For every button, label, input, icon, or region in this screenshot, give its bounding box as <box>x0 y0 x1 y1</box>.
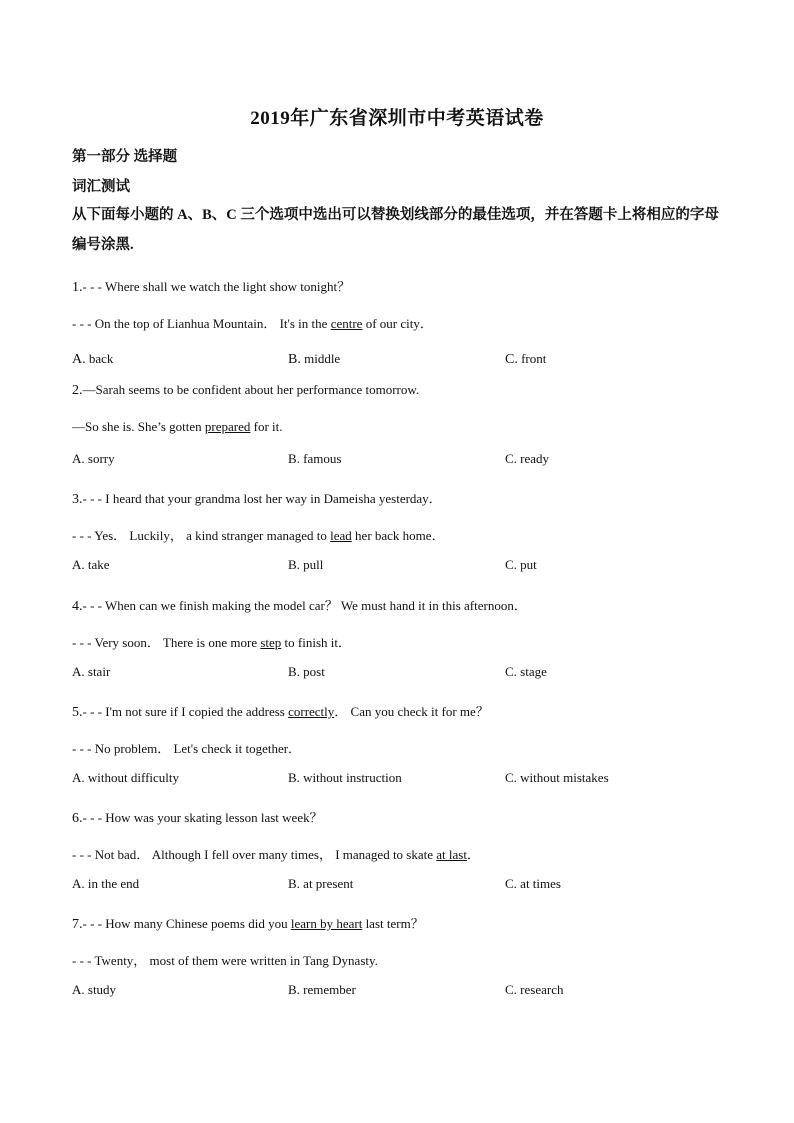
option-letter: C. <box>505 982 517 998</box>
option-c[interactable] <box>505 557 537 573</box>
option-letter: A. <box>72 557 85 573</box>
option-text: put <box>520 557 537 573</box>
option-letter: B. <box>288 876 300 891</box>
answer-line <box>72 844 732 863</box>
option-letter: C. <box>505 876 517 891</box>
option-text: research <box>520 982 564 998</box>
option-text: at times <box>520 876 561 891</box>
question-line <box>72 382 732 399</box>
answer-line <box>72 419 732 435</box>
option-b[interactable] <box>288 557 323 573</box>
option-text: stair <box>87 663 111 679</box>
question-number: 4. <box>72 598 83 614</box>
option-c[interactable] <box>505 351 546 368</box>
option-text: middle <box>304 351 341 366</box>
option-text: in the end <box>87 876 140 891</box>
option-letter: C. <box>505 451 517 467</box>
question-number: 7. <box>72 917 83 933</box>
answer-text: - - - On the top of Lianhua Mountain． It's in the <box>72 316 331 331</box>
option-text: famous <box>303 451 342 467</box>
underlined-word: lead <box>330 528 352 544</box>
section-heading: 词汇测试 <box>72 179 130 195</box>
option-letter: A. <box>72 982 85 998</box>
option-letter: C. <box>505 557 517 573</box>
option-letter: B. <box>288 663 300 679</box>
question-line <box>72 595 732 615</box>
option-text: pull <box>303 557 324 573</box>
answer-text: - - - Not bad． Although I fell over many times， I managed to skate <box>72 847 437 862</box>
option-letter: B. <box>288 769 300 785</box>
question-number: 5. <box>72 704 83 720</box>
option-text: post <box>303 663 325 679</box>
option-text: remember <box>303 982 356 998</box>
question-text: - - - When can we finish making the model car？ We must hand it in this afternoon． <box>82 597 527 613</box>
question-text-end: ． Can you check it for me？ <box>334 703 489 719</box>
answer-line <box>72 950 732 969</box>
answer-text: - - - Twenty， most of them were written in Tang Dynasty. <box>72 953 378 969</box>
option-a[interactable] <box>72 982 116 998</box>
option-a[interactable] <box>72 557 110 573</box>
answer-text: - - - No problem． Let's check it together． <box>72 740 302 756</box>
question-number: 3. <box>72 492 83 508</box>
underlined-word: step <box>260 634 282 650</box>
option-a[interactable] <box>72 770 179 786</box>
option-b[interactable] <box>288 664 325 680</box>
answer-text-end: ． <box>466 847 480 862</box>
option-text: at present <box>303 876 354 891</box>
answer-text: - - - Very soon． There is one more <box>72 634 261 650</box>
option-b[interactable] <box>288 451 341 467</box>
answer-text-end: of our city． <box>362 316 433 331</box>
option-letter: A. <box>72 769 85 785</box>
option-b[interactable] <box>288 351 340 368</box>
option-text: back <box>88 351 114 366</box>
question-text: - - - How was your skating lesson last week？ <box>82 810 323 825</box>
option-text: study <box>87 982 117 998</box>
question-text-end: last term？ <box>362 916 424 932</box>
option-a[interactable] <box>72 876 139 892</box>
question-line <box>72 488 732 508</box>
answer-line <box>72 632 732 651</box>
option-letter: C. <box>505 769 517 785</box>
option-letter: B. <box>288 352 301 367</box>
option-text: stage <box>520 663 547 679</box>
question-text: - - - Where shall we watch the light show tonight？ <box>82 279 351 294</box>
option-text: sorry <box>87 451 115 467</box>
question-text: - - - I heard that your grandma lost her way in Dameisha yesterday． <box>82 491 442 507</box>
question-line <box>72 701 732 721</box>
instruction-text: 从下面每小题的 A、B、C 三个选项中选出可以替换划线部分的最佳选项，并在答题卡上将相应的字母编号涂黑. <box>72 207 719 253</box>
option-letter: C. <box>505 352 518 367</box>
option-c[interactable] <box>505 664 547 680</box>
option-a[interactable] <box>72 664 110 680</box>
question-number: 6. <box>72 811 83 826</box>
option-a[interactable] <box>72 351 113 368</box>
answer-text-end: for it. <box>250 419 283 435</box>
answer-line <box>72 525 732 544</box>
option-letter: B. <box>288 557 300 573</box>
answer-text: —So she is. She’s gotten <box>72 419 205 435</box>
underlined-word: correctly <box>288 703 335 719</box>
option-b[interactable] <box>288 876 353 892</box>
option-letter: B. <box>288 982 300 998</box>
option-text: without mistakes <box>520 769 609 785</box>
underlined-word: at last <box>436 847 467 862</box>
option-c[interactable] <box>505 451 549 467</box>
page-title: 2019年广东省深圳市中考英语试卷 <box>250 108 544 129</box>
answer-line <box>72 738 732 757</box>
part-heading: 第一部分 选择题 <box>72 149 178 165</box>
question-text: - - - How many Chinese poems did you <box>82 916 291 932</box>
option-text: take <box>87 557 110 573</box>
option-letter: A. <box>72 663 85 679</box>
answer-text-end: her back home． <box>351 528 445 544</box>
question-line <box>72 807 732 827</box>
question-number: 1. <box>72 280 83 295</box>
underlined-word: learn by heart <box>290 916 363 932</box>
question-line <box>72 913 732 933</box>
question-text: —Sarah seems to be confident about her performance tomorrow. <box>82 382 420 398</box>
option-text: ready <box>520 451 550 467</box>
option-letter: A. <box>72 352 86 367</box>
option-letter: B. <box>288 451 300 467</box>
option-letter: A. <box>72 876 85 891</box>
answer-text-end: to finish it． <box>281 634 351 650</box>
question-line <box>72 276 732 296</box>
underlined-word: centre <box>330 316 363 331</box>
option-c[interactable] <box>505 876 561 892</box>
option-text: without instruction <box>303 769 402 785</box>
option-a[interactable] <box>72 451 115 467</box>
question-number: 2. <box>72 383 83 399</box>
option-letter: A. <box>72 451 85 467</box>
option-letter: C. <box>505 663 517 679</box>
question-text: - - - I'm not sure if I copied the address <box>82 703 289 719</box>
answer-line <box>72 313 732 332</box>
option-b[interactable] <box>288 770 402 786</box>
option-c[interactable] <box>505 982 563 998</box>
option-b[interactable] <box>288 982 356 998</box>
option-text: front <box>521 351 547 366</box>
option-c[interactable] <box>505 770 609 786</box>
option-text: without difficulty <box>87 769 180 785</box>
underlined-word: prepared <box>204 419 251 435</box>
answer-text: - - - Yes． Luckily， a kind stranger managed to <box>72 528 331 544</box>
